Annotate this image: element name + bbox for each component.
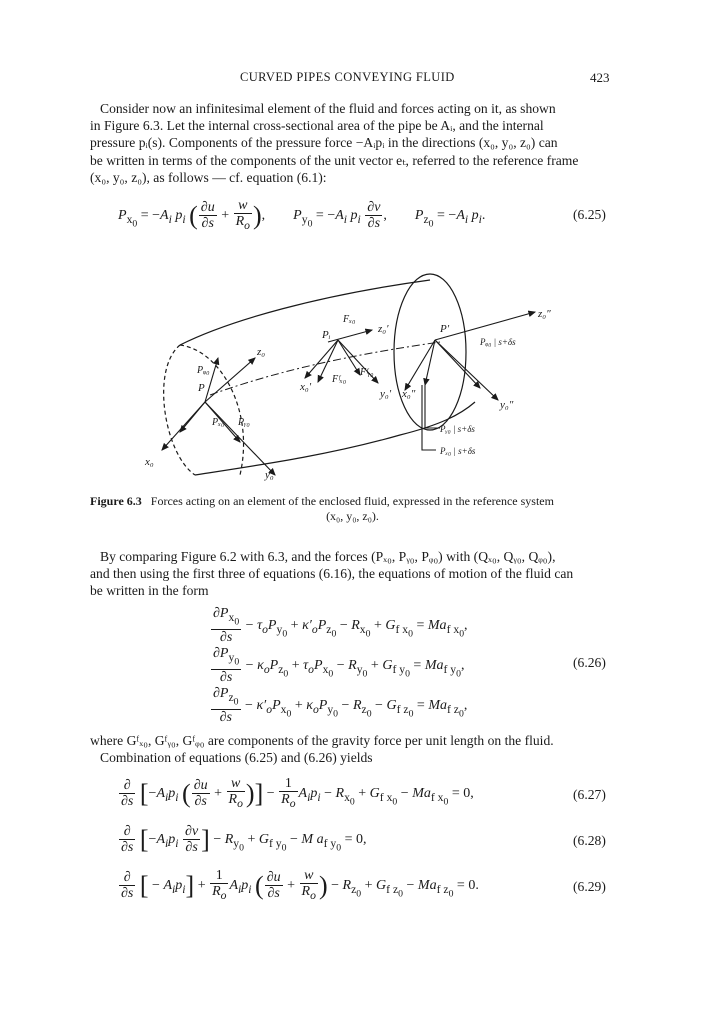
equation-number: (6.27) — [573, 787, 606, 802]
text-line: Combination of equations (6.25) and (6.26) yields — [100, 750, 373, 766]
caption-text-2: (x₀, y₀, z₀). — [326, 509, 379, 523]
text-line: pressure pᵢ(s). Components of the pressure force −Aᵢpᵢ in the directions (x₀, y₀, z₀) can — [90, 135, 558, 151]
label-z0-prime: z₀′ — [378, 323, 389, 335]
text-line: in Figure 6.3. Let the internal cross-sectional area of the pipe be Aᵢ, and the internal — [90, 118, 544, 134]
figure-caption — [90, 494, 615, 524]
label-p-prime: P′ — [440, 323, 450, 335]
equation-number: (6.29) — [573, 879, 606, 894]
label-z0-dprime: z₀″ — [538, 308, 551, 320]
label-p: P — [198, 382, 205, 394]
label-pz0: Pᵩ₀ — [197, 365, 210, 376]
equation-6-27: $\frac{\partial}{\partial s}$ [$-A_ip_i$ ( $\frac{\partial u}{\partial s}$ + $\frac{w}{R_o}$ )] − $\frac{1}{R_o}$ $A_ip_i - R_{x_0} + G_{f x_0} - Ma_{f x_0} = 0$, — [121, 776, 474, 811]
label-x0-prime: x₀′ — [300, 381, 312, 393]
text-line: (x₀, y₀, z₀), as follows — cf. equation (6.1): — [90, 169, 327, 185]
page-header — [0, 70, 718, 90]
text-line: be written in terms of the components of the unit vector eₜ, referred to the reference frame — [90, 152, 579, 168]
label-y0-dprime: y₀″ — [500, 399, 514, 411]
equation-6-26-line-3: $\frac{\partial P_{z_0}}{\partial s}$ − $\kappa'_oP_{x_0} + \kappa_oP_{y_0} - R_{z_0} - G_{f z_0} = Ma_{f z_0}$, — [213, 686, 468, 726]
equation-number: (6.28) — [573, 833, 606, 848]
equation-6-28: $\frac{\partial}{\partial s}$ [$-A_ip_i$ $\frac{\partial v}{\partial s}$ ] − $R_{y_0} + G_{f y_0} - M$ $a_{f y_0} = 0$, — [121, 824, 367, 856]
equation-number: (6.25) — [573, 207, 606, 222]
middle-paragraph — [90, 548, 615, 600]
running-title: CURVED PIPES CONVEYING FLUID — [240, 70, 455, 84]
text-line: By comparing Figure 6.2 with 6.3, and the forces (Pₓ₀, Pᵧ₀, Pᵩ₀) with (Qₓ₀, Qᵧ₀, Qᵩ₀), — [100, 549, 556, 564]
label-px0-ds: Pₓ₀ | s+δs — [440, 446, 476, 456]
equation-6-25: $P_{x_0} = -A_i$ $p_i$ ( $\frac{\partial u}{\partial s}$ + $\frac{w}{R_o}$ ), $P_{y_0} = -A_i$ $p_i$ $\frac{\partial v}{\partial s}$ , $P_{z_0} = -A_i$ $p_i$. — [118, 198, 486, 233]
text-line: Consider now an infinitesimal element of the fluid and forces acting on it, as shown — [100, 101, 556, 116]
caption-label: Figure 6.3 — [90, 494, 142, 508]
label-z0: z₀ — [257, 346, 266, 358]
label-ffx0: Fᶠₓ₀ — [332, 374, 347, 385]
label-x0: x₀ — [145, 456, 154, 468]
equation-number: (6.26) — [573, 655, 606, 670]
text-line: be written in the form — [90, 583, 209, 599]
caption-text: Forces acting on an element of the enclosed fluid, expressed in the reference system — [150, 494, 554, 508]
label-px0: Pₓ₀ — [212, 417, 225, 428]
label-ffz0: Fₓ₀ — [343, 314, 356, 325]
equation-6-26-line-2: $\frac{\partial P_{y_0}}{\partial s}$ − $\kappa_oP_{z_0} + \tau_oP_{x_0} - R_{y_0} + G_{f y_0} = Ma_{f y_0}$, — [213, 646, 465, 686]
label-y0-prime: y₀′ — [380, 388, 392, 400]
figure-6-3-diagram — [140, 250, 620, 490]
equation-6-26-line-1: $\frac{\partial P_{x_0}}{\partial s}$ − $\tau_oP_{y_0} + \kappa'_oP_{z_0} - R_{x_0} + G_{f x_0} = Ma_{f x_0}$, — [213, 606, 468, 646]
page-number: 423 — [590, 70, 610, 85]
equation-6-29: $\frac{\partial}{\partial s}$ [ − $A_ip_i$] + $\frac{1}{R_o}$ $A_ip_i$ ( $\frac{\partial u}{\partial s}$ + $\frac{w}{R_o}$ ) − $R_{z_0} + G_{f z_0} - Ma_{f z_0} = 0$. — [121, 868, 479, 903]
label-y0: y₀ — [265, 469, 274, 481]
after-paragraph — [90, 732, 615, 766]
label-pi: Pᵢ — [322, 329, 331, 341]
label-x0-dprime: x₀″ — [402, 388, 416, 400]
text-line: where Gᶠₓ₀, Gᶠᵧ₀, Gᶠᵩ₀ are components of the gravity force per unit length on the fluid. — [90, 733, 554, 748]
label-ffy0: Fᶠᵧ₀ — [360, 367, 374, 378]
label-py0-ds: Pᵧ₀ | s+δs — [440, 424, 475, 434]
label-pz0-ds: Pᵩ₀ | s+δs — [480, 337, 516, 347]
intro-paragraph — [90, 100, 615, 186]
pipe-outline — [164, 274, 475, 475]
label-py0: Pᵧ₀ — [238, 417, 250, 428]
text-line: and then using the first three of equations (6.16), the equations of motion of the fluid can — [90, 566, 574, 582]
